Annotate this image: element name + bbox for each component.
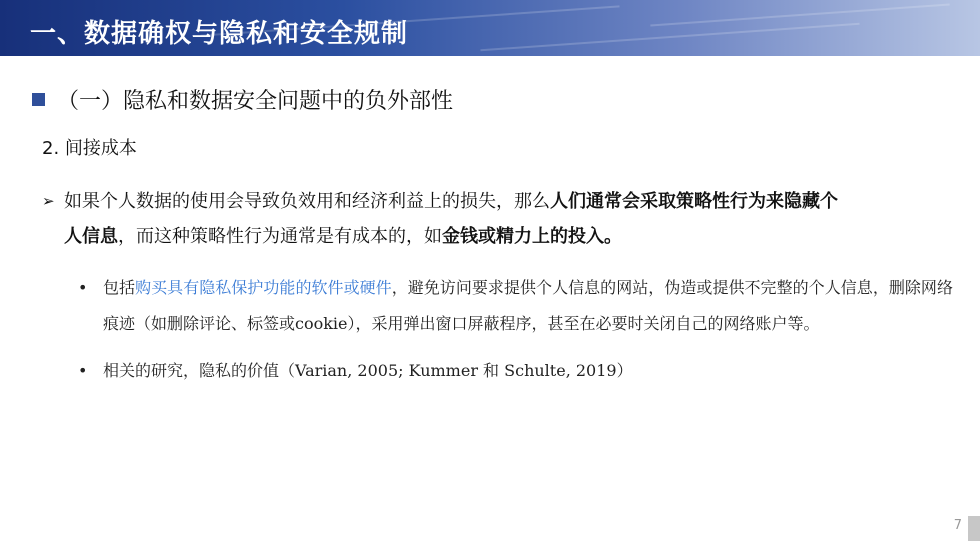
corner-tab: [968, 516, 980, 541]
bullet-text: 相关的研究，隐私的价值（Varian, 2005; Kummer 和 Schulte, 2019）: [103, 361, 633, 380]
bullet-text: ，避免访问要求提供个人信息的网站，伪造或提供不完整的个人信息，删除网络痕迹（如删除评论、标签或cookie），采用弹出窗口屏蔽程序，甚至在必要时关闭自己的网络账户等。: [103, 278, 953, 333]
arrow-bullet-icon: ➢: [42, 192, 55, 210]
paragraph-text: ，而这种策略性行为通常是有成本的，如: [118, 226, 442, 247]
bullet-list: [78, 270, 953, 389]
sub-heading: 2. 间接成本: [42, 138, 137, 159]
highlighted-text: 购买具有隐私保护功能的软件或硬件: [135, 278, 392, 297]
section-heading: [32, 84, 453, 115]
decorative-streak: [650, 4, 949, 27]
decorative-streak: [480, 23, 859, 52]
dot-bullet-icon: •: [78, 361, 88, 380]
arrow-paragraph-line2: [42, 219, 957, 254]
arrow-paragraph-line1: [42, 184, 957, 219]
list-item: [78, 270, 953, 342]
bullet-text: 包括: [103, 278, 136, 297]
section-heading-text: （一）隐私和数据安全问题中的负外部性: [57, 89, 454, 114]
paragraph-text: 如果个人数据的使用会导致负效用和经济利益上的损失，那么: [64, 191, 550, 212]
arrow-paragraph: [42, 184, 957, 254]
paragraph-bold-text: 金钱或精力上的投入。: [442, 226, 622, 247]
paragraph-bold-text: 人们通常会采取策略性行为来隐藏个: [550, 191, 838, 212]
dot-bullet-icon: •: [78, 278, 88, 297]
title-bar: [0, 0, 980, 56]
page-number: 7: [953, 518, 962, 533]
slide-title: 一、数据确权与隐私和安全规制: [30, 19, 409, 49]
list-item: [78, 353, 953, 389]
paragraph-bold-text: 人信息: [64, 226, 118, 247]
square-bullet-icon: [32, 93, 45, 106]
